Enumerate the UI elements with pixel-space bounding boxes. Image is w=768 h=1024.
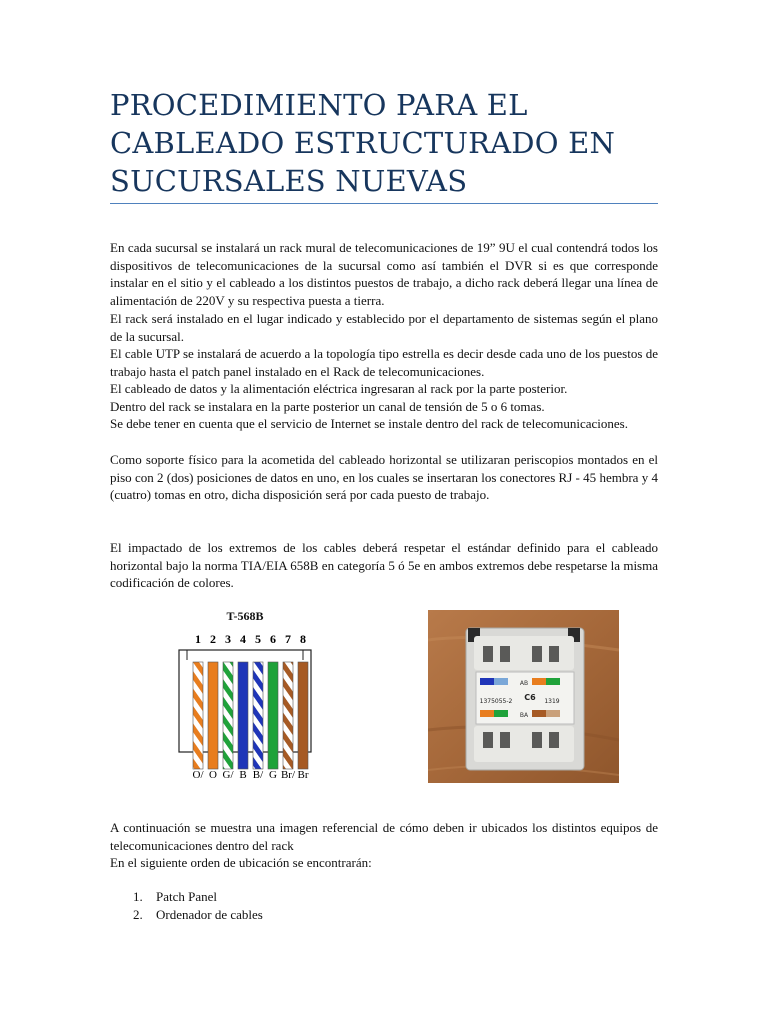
wire-white-green bbox=[223, 662, 233, 769]
intro-paragraph-5: Dentro del rack se instalara en la parte posterior un canal de tensión de 5 o 6 tomas. bbox=[110, 399, 545, 414]
intro-paragraph-4: El cableado de datos y la alimentación eléctrica ingresaran al rack por la parte posterior. bbox=[110, 381, 568, 396]
wire-code: O/ bbox=[192, 769, 204, 781]
pin-number: 5 bbox=[255, 632, 261, 646]
wire-code: G/ bbox=[222, 769, 234, 781]
pin-number: 2 bbox=[210, 632, 216, 646]
wire-code: Br/ bbox=[280, 769, 296, 781]
pin-number: 1 bbox=[195, 632, 201, 646]
t568b-wiring-diagram bbox=[178, 606, 312, 782]
intro-paragraph-7: Como soporte físico para la acometida del cableado horizontal se utilizaran periscopios montados en el piso con 2 (dos) posiciones de datos en uno, en los cuales se insertaran los conectores RJ - 45 hembra y 4 (cuatro) tomas en otro, dicha disposición será por cada puesto de trabajo. bbox=[110, 452, 658, 503]
jack-code: 1319 bbox=[544, 698, 560, 705]
intro-paragraph-1: En cada sucursal se instalará un rack mural de telecomunicaciones de 19” 9U el cual contendrá todos los dispositivos de telecomunicaciones de la sucursal como así también el DVR si es que corresponde instalar en el sitio y el cableado a los distintos puestos de trabajo, a dicho rack deberá llegar una línea de alimentación de 220V y su respectiva puesta a tierra. bbox=[110, 240, 658, 308]
wire-code: O bbox=[209, 769, 217, 781]
wire-code: G bbox=[269, 769, 277, 781]
list-item-text: Patch Panel bbox=[156, 889, 218, 904]
document-title: PROCEDIMIENTO PARA EL CABLEADO ESTRUCTURADO EN SUCURSALES NUEVAS bbox=[110, 88, 616, 198]
wire-brown bbox=[298, 662, 308, 769]
list-item-number: 2. bbox=[133, 906, 143, 922]
intro-paragraph-6: Se debe tener en cuenta que el servicio de Internet se instale dentro del rack de telecomunicaciones. bbox=[110, 416, 628, 431]
wire-blue bbox=[238, 662, 248, 769]
pin-number: 3 bbox=[225, 632, 231, 646]
list-item-text: Ordenador de cables bbox=[156, 906, 263, 922]
jack-category: C6 bbox=[524, 693, 536, 702]
jack-part-number: 1375055-2 bbox=[479, 698, 513, 705]
list-item-number: 1. bbox=[133, 889, 143, 904]
pin-number: 8 bbox=[300, 632, 306, 646]
intro-paragraph-2: El rack será instalado en el lugar indicado y establecido por el departamento de sistemas según el plano de la sucursal. bbox=[110, 311, 658, 344]
list-item bbox=[110, 906, 658, 924]
list-item bbox=[110, 888, 658, 906]
wire-code: B/ bbox=[252, 769, 264, 781]
after-figure-paragraph: A continuación se muestra una imagen referencial de cómo deben ir ubicados los distintos equipos de telecomunicaciones dentro del rack bbox=[110, 820, 658, 853]
rj45-jack-photo bbox=[428, 610, 619, 783]
t568b-label: T-568B bbox=[226, 609, 264, 623]
pin-number: 4 bbox=[240, 632, 246, 646]
jack-label-ba: BA bbox=[519, 712, 529, 719]
pin-number: 7 bbox=[285, 632, 291, 646]
order-intro: En el siguiente orden de ubicación se encontrarán: bbox=[110, 855, 372, 870]
title-underline bbox=[110, 203, 658, 204]
wire-white-brown bbox=[283, 662, 293, 769]
wire-white-orange bbox=[193, 662, 203, 769]
standard-paragraph: El impactado de los extremos de los cables deberá respetar el estándar definido para el cableado horizontal bajo la norma TIA/EIA 658B en categoría 5 ó 5e en ambos extremos debe respetarse la misma codificación de colores. bbox=[110, 540, 658, 591]
wire-green bbox=[268, 662, 278, 769]
wire-code: B bbox=[239, 769, 247, 781]
wire-code: Br bbox=[297, 769, 309, 781]
wire-white-blue bbox=[253, 662, 263, 769]
jack-label-ab: AB bbox=[519, 680, 529, 687]
intro-paragraph-3: El cable UTP se instalará de acuerdo a la topología tipo estrella es decir desde cada uno de los puestos de trabajo hasta el patch panel instalado en el Rack de telecomunicaciones. bbox=[110, 346, 658, 379]
equipment-order-list bbox=[110, 888, 658, 923]
wire-orange bbox=[208, 662, 218, 769]
pin-number: 6 bbox=[270, 632, 276, 646]
